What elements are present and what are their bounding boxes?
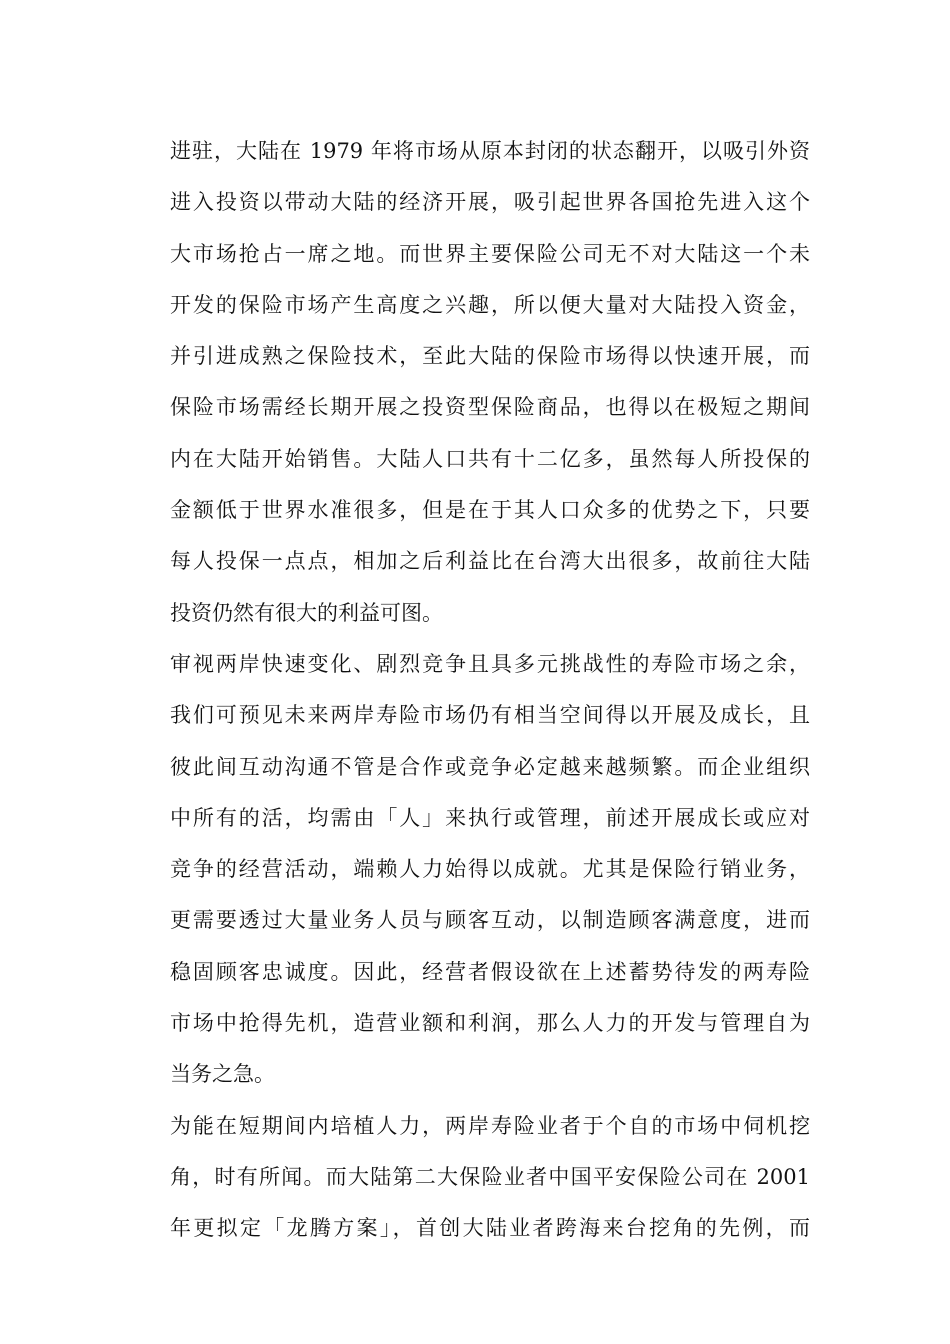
text-line: 审视两岸快速变化、剧烈竞争且具多元挑战性的寿险市场之余， — [170, 651, 810, 676]
text-line: 保险市场需经长期开展之投资型保险商品，也得以在极短之期间 — [170, 395, 810, 420]
paragraph-3 — [170, 1101, 810, 1255]
text-line: 市场中抢得先机，造营业额和利润，那么人力的开发与管理自为 — [170, 1011, 810, 1036]
text-line: 角，时有所闻。而大陆第二大保险业者中国平安保险公司在 2001 — [170, 1164, 810, 1189]
text-line: 每人投保一点点，相加之后利益比在台湾大出很多，故前往大陆 — [170, 549, 810, 574]
text-line: 当务之急。 — [170, 1062, 275, 1087]
text-line: 我们可预见未来两岸寿险市场仍有相当空间得以开展及成长，且 — [170, 703, 810, 728]
text-line: 为能在短期间内培植人力，两岸寿险业者于个自的市场中伺机挖 — [170, 1113, 810, 1138]
text-line: 彼此间互动沟通不管是合作或竞争必定越来越频繁。而企业组织 — [170, 754, 810, 779]
text-line: 更需要透过大量业务人员与顾客互动，以制造顾客满意度，进而 — [170, 908, 810, 933]
text-line: 稳固顾客忠诚度。因此，经营者假设欲在上述蓄势待发的两寿险 — [170, 959, 810, 984]
text-line: 大市场抢占一席之地。而世界主要保险公司无不对大陆这一个未 — [170, 241, 810, 266]
text-line: 年更拟定「龙腾方案」，首创大陆业者跨海来台挖角的先例，而 — [170, 1216, 810, 1241]
text-line: 进驻，大陆在 1979 年将市场从原本封闭的状态翻开，以吸引外资 — [170, 139, 810, 163]
text-line: 金额低于世界水准很多，但是在于其人口众多的优势之下，只要 — [170, 498, 810, 523]
body-text — [170, 126, 810, 1255]
text-line: 进入投资以带动大陆的经济开展，吸引起世界各国抢先进入这个 — [170, 190, 810, 215]
text-line: 中所有的活，均需由「人」来执行或管理，前述开展成长或应对 — [170, 805, 810, 830]
paragraph-2 — [170, 639, 810, 1101]
text-line: 内在大陆开始销售。大陆人口共有十二亿多，虽然每人所投保的 — [170, 446, 810, 471]
text-line: 投资仍然有很大的利益可图。 — [170, 600, 443, 625]
paragraph-1 — [170, 126, 810, 639]
text-line: 竞争的经营活动，端赖人力始得以成就。尤其是保险行销业务， — [170, 857, 810, 882]
text-line: 并引进成熟之保险技术，至此大陆的保险市场得以快速开展，而 — [170, 344, 810, 369]
text-line: 开发的保险市场产生高度之兴趣，所以便大量对大陆投入资金， — [170, 292, 810, 317]
